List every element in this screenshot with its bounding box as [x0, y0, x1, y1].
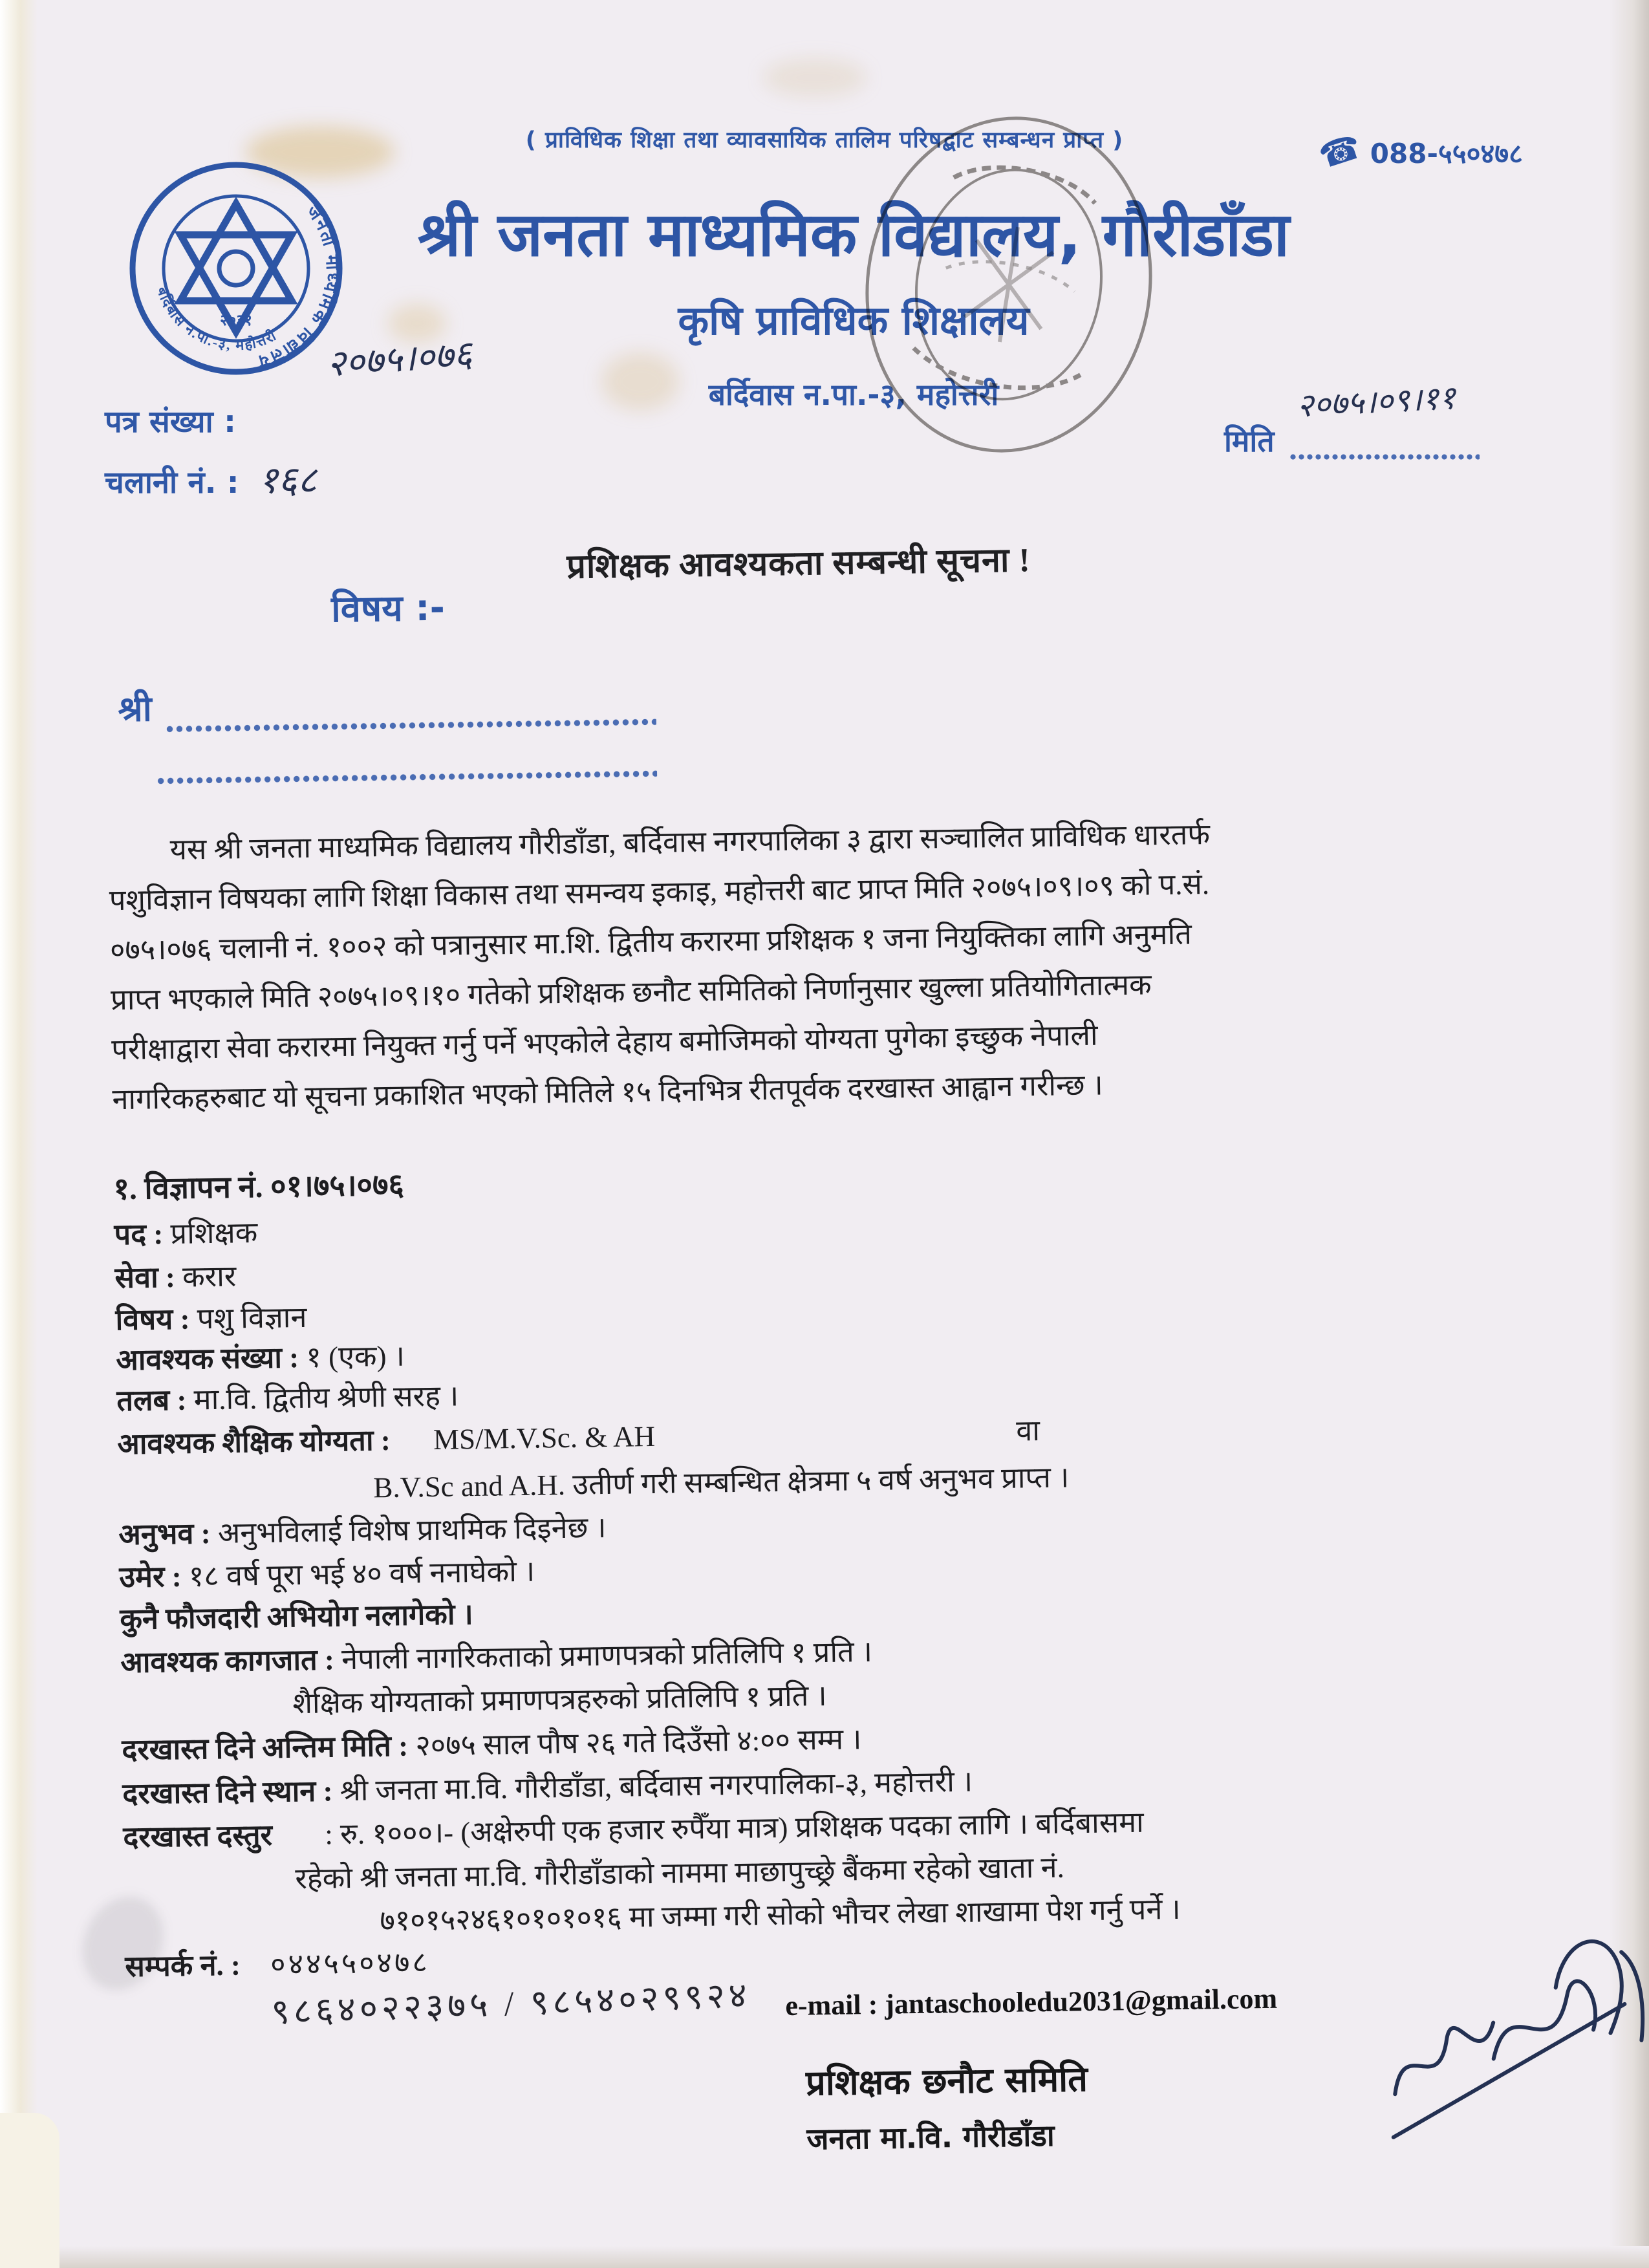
- paragraph-line: यस श्री जनता माध्यमिक विद्यालय गौरीडाँडा, बर्दिवास नगरपालिका ३ द्वारा सञ्चालित प्राविधिक धारतर्फ: [169, 818, 1211, 866]
- signatory-committee: प्रशिक्षक छनौट समिति: [805, 2058, 1088, 2104]
- post-line: [114, 1212, 258, 1253]
- logo-ring-top-text: जनता माध्यमिक विद्यालय: [254, 201, 343, 372]
- office-stamp: [841, 84, 1177, 485]
- contact-label: सम्पर्क नं. :: [124, 1949, 241, 1983]
- telephone-icon: ☎: [1314, 127, 1366, 177]
- documents-label: आवश्यक कागजात :: [120, 1643, 335, 1679]
- date-dotted-line: [1289, 453, 1480, 461]
- qualification-line-2: [373, 1456, 1070, 1506]
- paragraph-line: प्राप्त भएकाले मिति २०७५।०९।१० गतेको प्रशिक्षक छनौट समितिको निर्णानुसार खुल्ला प्रतियोगितात्मक: [110, 968, 1152, 1017]
- documents-1: नेपाली नागरिकताको प्रमाणपत्रको प्रतिलिपि १ प्रति ।: [341, 1635, 873, 1676]
- qualification-2-latin: B.V.Sc and A.H.: [373, 1468, 566, 1504]
- required-label: आवश्यक संख्या :: [116, 1341, 299, 1377]
- fee-1: : रु. १०००।- (अक्षेरुपी एक हजार रुपैँया मात्र) प्रशिक्षक पदका लागि । बर्दिबासमा: [324, 1806, 1145, 1851]
- header-phone: [1314, 127, 1523, 177]
- age-value: १८ वर्ष पूरा भई ४० वर्ष ननाघेको ।: [188, 1555, 535, 1593]
- service-label: सेवा :: [114, 1260, 176, 1295]
- school-address: बर्दिवास न.पा.-३, महोत्तरी: [708, 377, 999, 412]
- service-value: करार: [182, 1260, 237, 1293]
- phone-number: 088-५५०४७८: [1370, 138, 1523, 169]
- deadline-value: २०७५ साल पौष २६ गते दिउँसो ४:०० सम्म ।: [415, 1723, 862, 1762]
- date-handwritten: २०७५।०९।११: [1295, 379, 1457, 424]
- school-name: श्री जनता माध्यमिक विद्यालय, गौरीडाँडा: [417, 200, 1290, 270]
- fee-label: दरखास्त दस्तुर: [123, 1819, 273, 1854]
- contact-value: ०४४५५०४७८: [270, 1946, 431, 1981]
- place-value: श्री जनता मा.वि. गौरीडाँडा, बर्दिवास नगरपालिका-३, महोत्तरी ।: [339, 1765, 973, 1808]
- place-label: दरखास्त दिने स्थान :: [122, 1775, 333, 1811]
- salutation-dotted-line-2: [156, 769, 657, 786]
- post-label: पद :: [114, 1218, 164, 1251]
- place-line: [122, 1761, 973, 1813]
- program-name: कृषि प्राविधिक शिक्षालय: [678, 297, 1029, 344]
- experience-label: अनुभव :: [118, 1517, 211, 1551]
- subject-value: पशु विज्ञान: [197, 1301, 307, 1335]
- documents-line-2: शैक्षिक योग्यताको प्रमाणपत्रहरुको प्रतिलिपि १ प्रति ।: [292, 1679, 828, 1720]
- fiscal-year-handwritten: २०७५।०७६: [325, 334, 474, 385]
- email-label: e-mail :: [785, 1988, 878, 2022]
- subject-label: विषय :-: [330, 587, 446, 631]
- email-line: [785, 1982, 1277, 2022]
- age-label: उमेर :: [119, 1560, 182, 1594]
- fee-line-2: रहेको श्री जनता मा.वि. गौरीडाँडाको नाममा माछापुच्छ्रे बैंकमा रहेको खाता नं.: [295, 1851, 1065, 1895]
- qualification-1: MS/M.V.Sc. & AH: [433, 1420, 656, 1456]
- salutation-dotted-line-1: [165, 717, 656, 734]
- age-line: [119, 1551, 535, 1597]
- logo-ring-bottom-text: बर्दिबास न.पा.-३, महोत्तरी: [153, 285, 280, 354]
- subject-line: [115, 1297, 307, 1339]
- contact-line: [125, 1941, 430, 1985]
- dispatch-no-line: [105, 453, 317, 504]
- fee-line-3: ७१०१५२४६१०१०१०१६ मा जम्मा गरी सोको भौचर लेखा शाखामा पेश गर्नु पर्ने ।: [379, 1892, 1181, 1938]
- required-value: १ (एक) ।: [306, 1339, 405, 1374]
- qualification-line: [117, 1416, 656, 1463]
- service-line: [114, 1255, 237, 1297]
- deadline-label: दरखास्त दिने अन्तिम मिति :: [122, 1729, 409, 1767]
- dispatch-no-label: चलानी नं. :: [105, 465, 239, 501]
- signatory-school: जनता मा.वि. गौरीडाँडा: [806, 2117, 1055, 2157]
- documents-line: [120, 1631, 872, 1681]
- letter-no-label: पत्र संख्या :: [105, 404, 236, 440]
- paragraph-line: ०७५।०७६ चलानी नं. १००२ को पत्रानुसार मा.शि. द्वितीय करारमा प्रशिक्षक १ जना नियुक्तिका लागि अनुमति: [109, 918, 1192, 967]
- notice-heading: प्रशिक्षक आवश्यकता सम्बन्धी सूचना !: [566, 542, 1031, 586]
- signature: [1350, 1933, 1649, 2151]
- advert-no-line: १. विज्ञापन नं. ०१।७५।०७६: [113, 1168, 405, 1207]
- qualification-2-rest: उतीर्ण गरी सम्बन्धित क्षेत्रमा ५ वर्ष अनुभव प्राप्त ।: [572, 1461, 1070, 1501]
- dispatch-no-value-handwritten: १६८: [258, 459, 318, 501]
- experience-value: अनुभविलाई विशेष प्राथमिक दिइनेछ ।: [217, 1511, 607, 1550]
- subject-field-label: विषय :: [115, 1302, 190, 1337]
- mobile-numbers-handwritten: ९८६४०२२३७५ / ९८५४०२९९२४: [270, 1976, 751, 2032]
- logo-year: २०३१: [220, 312, 252, 329]
- experience-line: [118, 1507, 607, 1553]
- salary-value: मा.वि. द्वितीय श्रेणी सरह ।: [193, 1379, 459, 1416]
- email-value: jantaschooledu2031@gmail.com: [884, 1982, 1278, 2020]
- salary-line: [116, 1375, 459, 1420]
- required-line: [116, 1335, 405, 1379]
- salary-label: तलब :: [116, 1383, 187, 1418]
- paragraph-line: परीक्षाद्वारा सेवा करारमा नियुक्त गर्नु पर्ने भएकोले देहाय बमोजिमको योग्यता पुगेका इच्छुक नेपाली: [111, 1019, 1098, 1066]
- paragraph-line: नागरिकहरुबाट यो सूचना प्रकाशित भएको मितिले १५ दिनभित्र रीतपूर्वक दरखास्त आह्वान गरीन्छ ।: [112, 1068, 1104, 1116]
- letter-body: [0, 513, 1649, 2268]
- qualification-label: आवश्यक शैक्षिक योग्यता :: [117, 1423, 391, 1461]
- paragraph-line: पशुविज्ञान विषयका लागि शिक्षा विकास तथा समन्वय इकाइ, महोत्तरी बाट प्राप्त मिति २०७५।०९।०९ को प.सं.: [109, 868, 1210, 917]
- affiliation-line: ( प्राविधिक शिक्षा तथा व्यावसायिक तालिम परिषद्बाट सम्बन्धन प्राप्त ): [525, 127, 1124, 153]
- date-label: मिति: [1224, 424, 1275, 459]
- notice-paragraph: [108, 810, 1214, 1125]
- salutation: श्री: [118, 688, 153, 730]
- or-word: वा: [1015, 1414, 1040, 1447]
- post-value: प्रशिक्षक: [170, 1216, 258, 1250]
- criminal-line: कुनै फौजदारी अभियोग नलागेको ।: [120, 1598, 474, 1636]
- deadline-line: [122, 1718, 862, 1769]
